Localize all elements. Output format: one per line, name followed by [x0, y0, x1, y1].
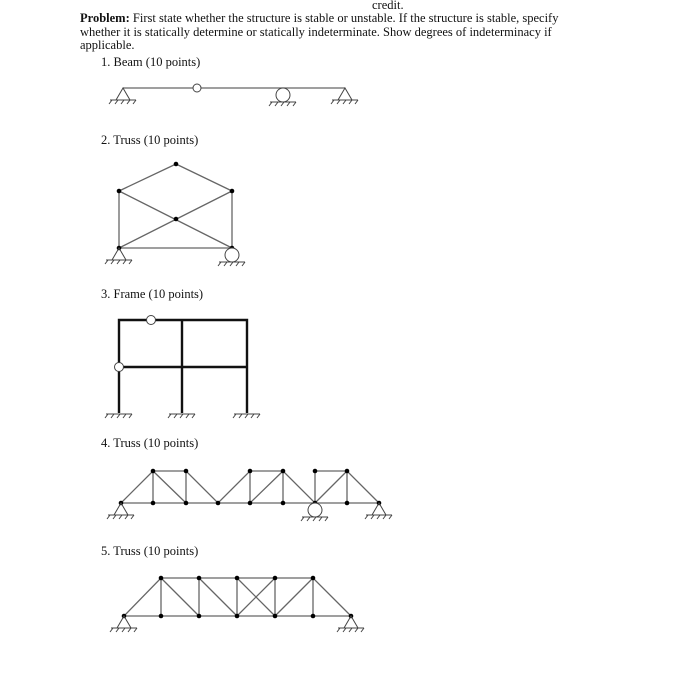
fixed-support-icon: [233, 414, 260, 418]
pin-support-icon: [337, 616, 364, 632]
item-title-truss-2: 2. Truss (10 points): [101, 133, 199, 147]
roller-support-icon: [301, 503, 328, 521]
problem-text: First state whether the structure is stable or unstable. If the structure is stable, specify whether it is statically determine or statically indeterminate. Show degrees of indeterminacy if applicable.: [80, 11, 559, 52]
frame-diagram: [105, 316, 260, 419]
pin-support-icon: [110, 616, 137, 632]
item-title-beam: 1. Beam (10 points): [101, 55, 201, 69]
beam-diagram: [109, 84, 358, 106]
truss-4-diagram: [107, 469, 392, 521]
pin-support-icon: [365, 503, 392, 519]
pin-support-icon: [331, 88, 358, 104]
hinge-icon: [115, 363, 124, 372]
truss-2-diagram: [105, 162, 245, 266]
fixed-support-icon: [105, 414, 132, 418]
hinge-icon: [193, 84, 201, 92]
hinge-icon: [147, 316, 156, 325]
fixed-support-icon: [168, 414, 195, 418]
truss-5-diagram: [110, 576, 364, 632]
item-title-truss-4: 4. Truss (10 points): [101, 436, 199, 450]
pin-support-icon: [107, 503, 134, 519]
cropped-heading: credit.: [372, 0, 404, 12]
item-title-frame: 3. Frame (10 points): [101, 287, 204, 301]
roller-support-icon: [269, 88, 296, 106]
item-title-truss-5: 5. Truss (10 points): [101, 544, 199, 558]
pin-support-icon: [105, 248, 132, 264]
pin-support-icon: [109, 88, 136, 104]
roller-support-icon: [218, 248, 245, 266]
problem-label: Problem:: [80, 11, 130, 25]
